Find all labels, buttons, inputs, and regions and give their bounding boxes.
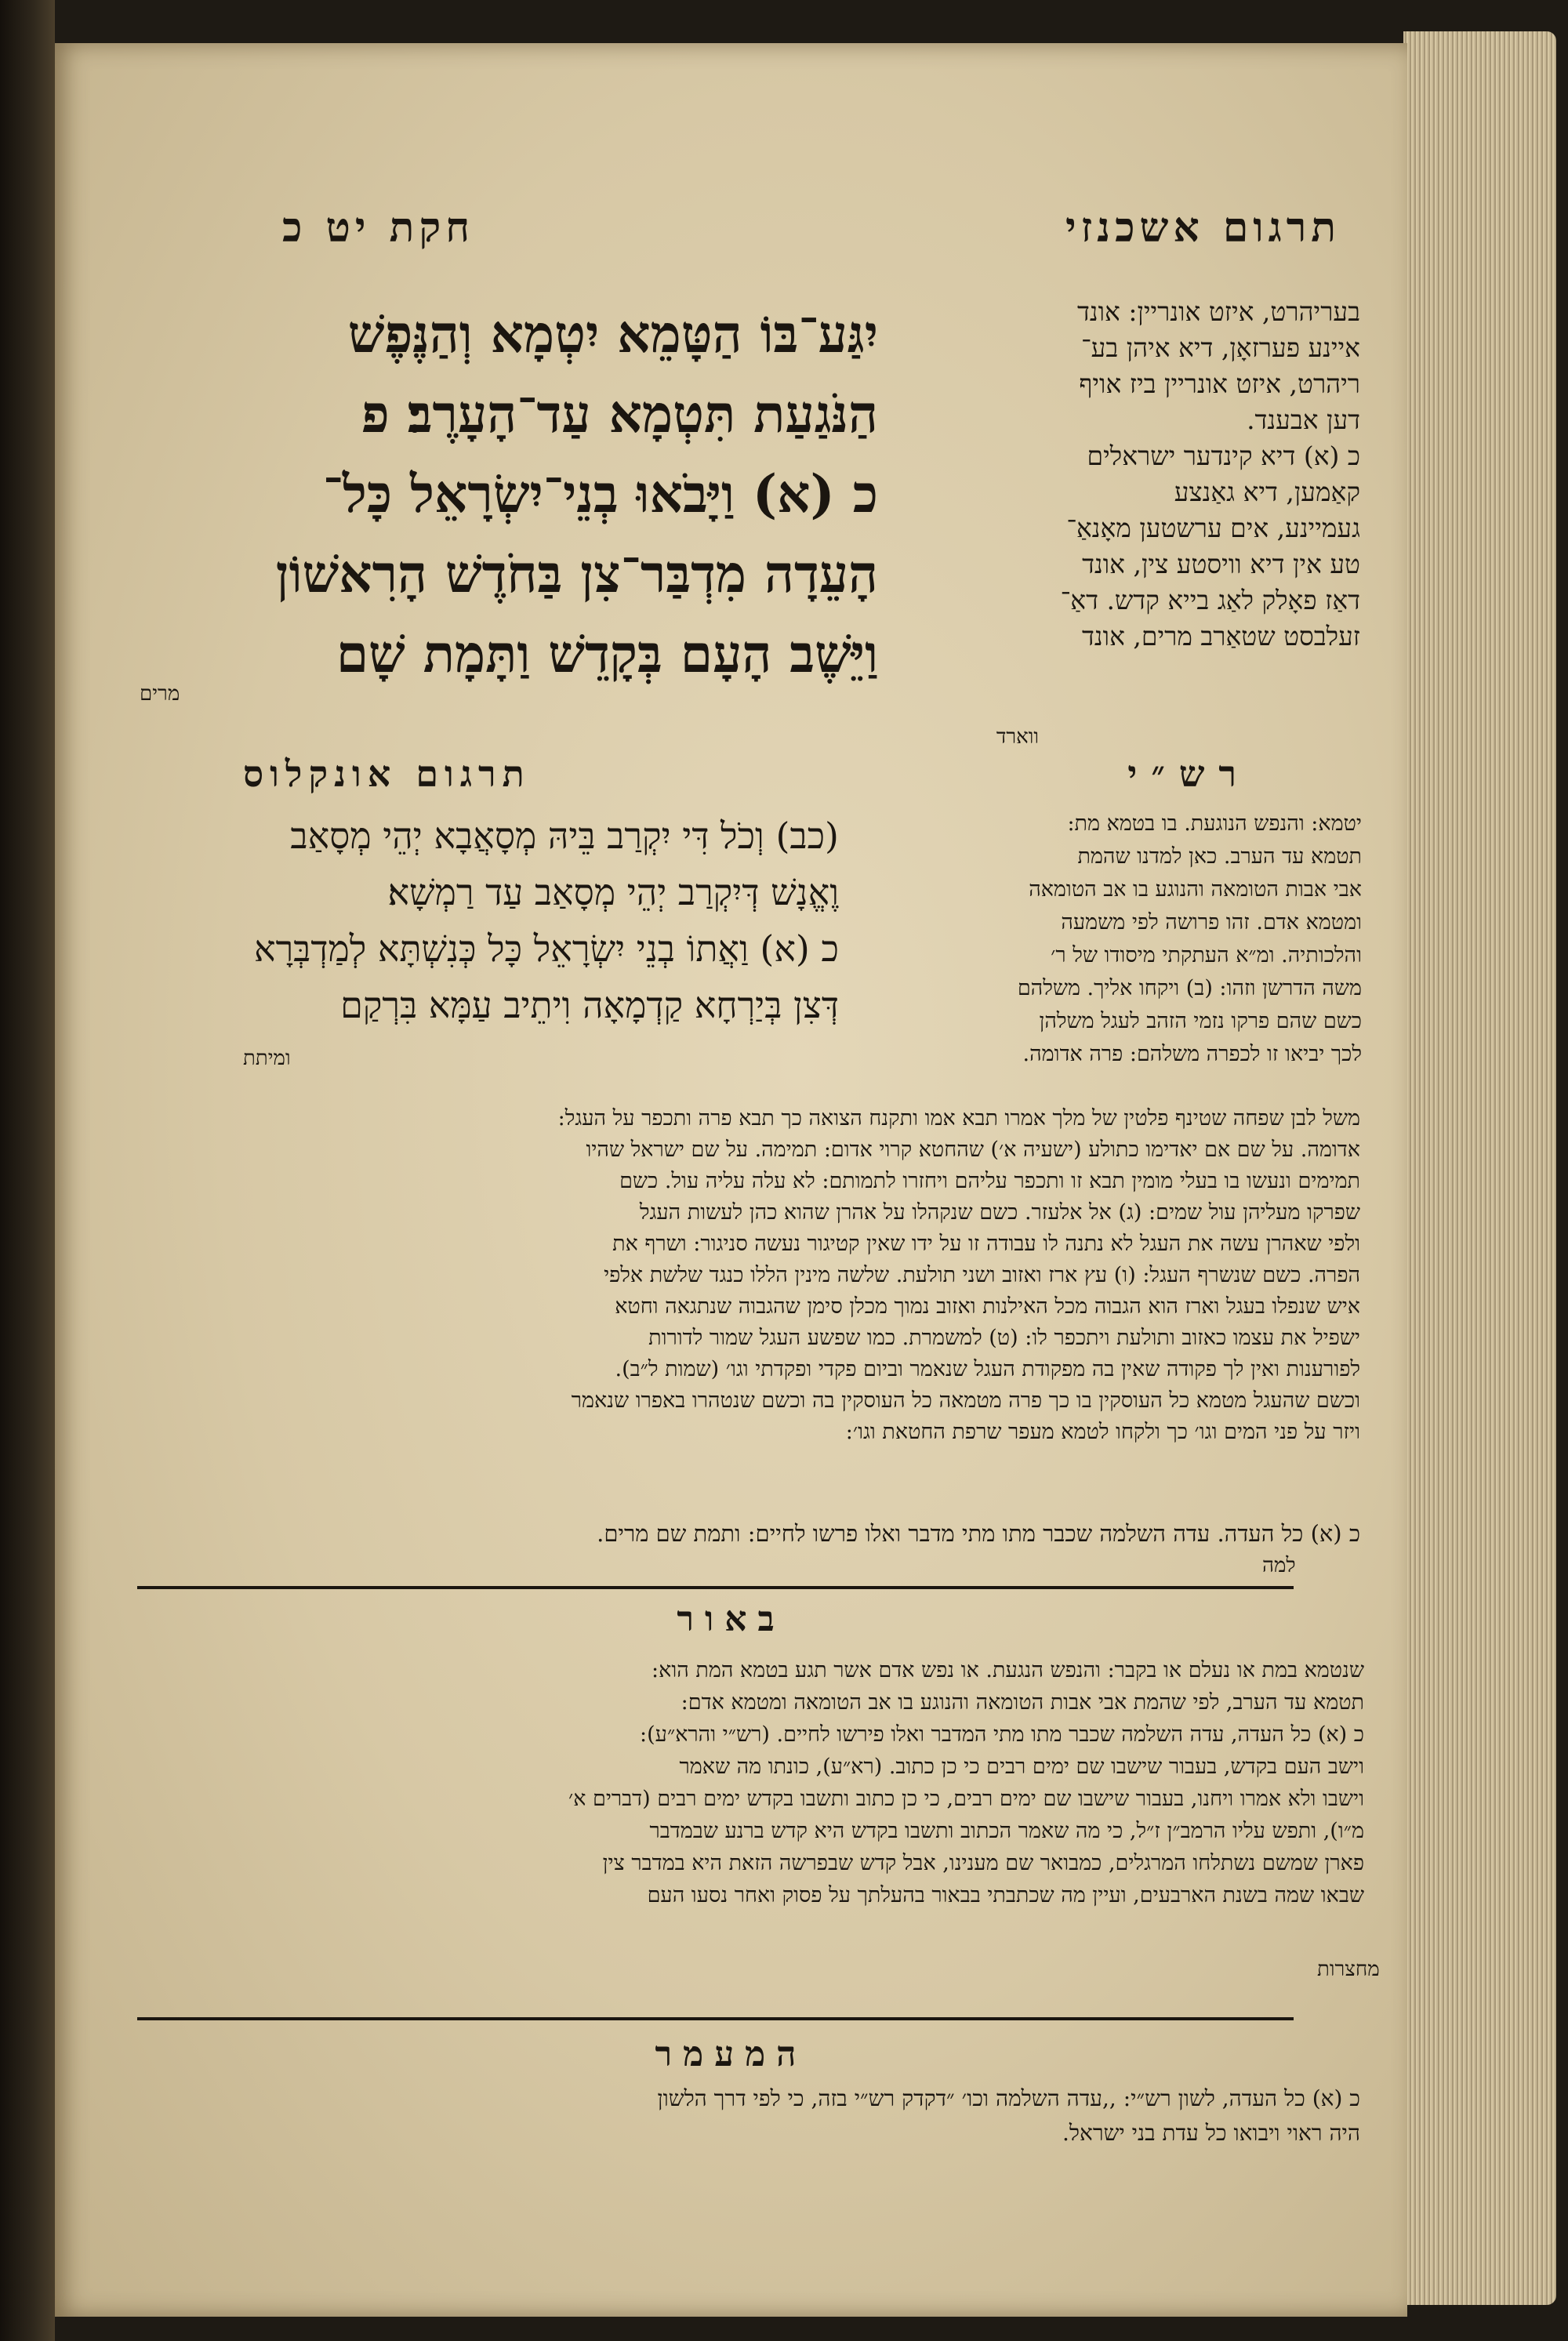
yiddish-catchword: ווארד: [996, 725, 1039, 749]
yiddish-line: איינע פערזאָן, דיא איהן בע־: [1081, 332, 1360, 363]
biur-line: שבאו שמה בשנת הארבעים, ועיין מה שכתבתי בבאור בהעלתך על פסוק ואחר נסעו העם: [647, 1883, 1364, 1907]
rashi-line: ולפי שאהרן עשה את העגל לא נתנה לו עבודה זו על ידו שאין קטיגור נעשה סניגור: ושרף את: [612, 1232, 1360, 1256]
onkelos-title: תרגום אונקלוס: [243, 753, 531, 795]
book-spine: [0, 0, 55, 2341]
onkelos-text-block: [110, 808, 839, 1033]
rashi-line: איש שנפלו בעגל וארז הוא הגבוה מכל האילנות ואזוב נמוך מכלן סימן שהגבוה שנתגאה וחטא: [615, 1294, 1360, 1319]
rashi-line: ויזר על פני המים וגו׳ כך ולקחו לטמא מעפר שרפת החטאת וגו׳:: [845, 1420, 1360, 1444]
biur-line: פארן שמשם נשתלחו המרגלים, כמבואר שם מענינו, אבל קדש שבפרשה הזאת היא במדבר צין: [602, 1851, 1364, 1875]
hebrew-catchword: מרים: [140, 682, 180, 706]
yiddish-line: בעריהרט, איזט אונריין: אונד: [1077, 296, 1360, 327]
rashi-line: יטמא: והנפש הנוגעת. בו בטמא מת:: [1067, 811, 1362, 836]
biur-line: וישב העם בקדש, בעבור שישבו שם ימים רבים כי כן כתוב. (רא״ע), כונתו מה שאמר: [679, 1755, 1364, 1779]
rashi-line: ישפיל את עצמו כאזוב ותולעת ויתכפר לו: (ט) למשמרת. כמו שפשע העגל שמור לדורות: [648, 1326, 1360, 1350]
rashi-catchword: למה: [1262, 1554, 1296, 1577]
yiddish-line: כ (א) דיא קינדער ישראלים: [1087, 441, 1360, 471]
section-divider: [137, 1586, 1294, 1589]
yiddish-translation-block: [992, 294, 1360, 655]
rashi-line: אדומה. על שם אם יאדימו כתולע (ישעיה א׳) שהחטא קרוי אדום: תמימה. על שם ישראל שהיו: [586, 1138, 1360, 1162]
yiddish-line: דען אבענד.: [1247, 405, 1360, 435]
rashi-line: משה הדרשן וזהו: (ב) ויקחו אליך. משלהם: [1017, 976, 1362, 1000]
rashi-side-block: [821, 808, 1362, 1071]
biur-line: מ״ו), ותפש עליו הרמב״ן ז״ל, כי מה שאמר הכתוב ותשבו בקדש היא קדש ברנע שבמדבר: [649, 1819, 1364, 1843]
yiddish-line: ריהרט, איזט אונריין ביז אויף: [1079, 368, 1360, 399]
section-divider: [137, 2017, 1294, 2020]
biur-line: וישבו ולא אמרו ויחנו, בעבור שישבו שם ימים רבים, כי כן כתוב ותשבו בקדש ימים רבים (דברים א׳: [568, 1787, 1364, 1811]
onkelos-catchword: ומיתת: [243, 1047, 291, 1070]
rashi-wide-block: [125, 1103, 1360, 1448]
rashi-line: הפרה. כשם שנשרף העגל: (ו) עץ ארז ואזוב ושני תולעת. שלשה מינין הללו כנגד שלשת אלפי: [604, 1263, 1360, 1287]
yiddish-line: זעלבסט שטאַרב מרים, אונד: [1082, 621, 1360, 651]
biur-line: תטמא עד הערב, לפי שהמת אבי אבות הטומאה והנוגע בו אב הטומאה ומטמא אדם:: [681, 1690, 1364, 1715]
yiddish-line: קאַמען, דיא גאַנצע: [1174, 477, 1360, 507]
biur-text-block: [133, 1654, 1364, 1911]
onkelos-line: (כב) וְכֹל דִּי יִקְרַב בֵּיהּ מְסָאֲבָא יְהֵי מְסָאַב: [290, 815, 839, 857]
rashi-title: רש״י: [1127, 753, 1250, 795]
biur-catchword: מחצרות: [1317, 1958, 1380, 1981]
rashi-line: משל לבן שפחה שטינף פלטין של מלך אמרו תבא אמו ותקנח הצואה כך תבא פרה ותכפר על העגל:: [557, 1106, 1360, 1131]
meamar-line: היה ראוי ויבואו כל עדת בני ישראל.: [1062, 2120, 1360, 2146]
meamar-text-block: [141, 2081, 1360, 2150]
biur-line: שנטמא במת או נעלם או בקבר: והנפש הנגעת. או נפש אדם אשר תגע בטמא המת הוא:: [652, 1658, 1364, 1682]
rashi-line: תמימים ונעשו בו בעלי מומין תבא זו ותכפר עליהם ויחזרו לתמותם: לא עלה עליה עול. כשם: [619, 1169, 1360, 1193]
book-page: [55, 43, 1407, 2317]
rashi-line: לכך יביאו זו לכפרה משלהם: פרה אדומה.: [1022, 1042, 1362, 1066]
hebrew-line: יִגַּע־בּוֹ הַטָּמֵא יִטְמָא וְהַנֶּפֶשׁ: [347, 303, 878, 365]
hebrew-line: כ (א) וַיָּבֹאוּ בְנֵי־יִשְׂרָאֵל כָּל־: [322, 463, 878, 524]
meamar-title: המעמר: [655, 2034, 808, 2074]
onkelos-line: וֶאֱנָשׁ דְּיִקְרַב יְהֵי מְסָאַב עַד רַמְשָׁא׃: [387, 871, 839, 913]
page-header-right: תרגום אשכנזי: [1065, 204, 1341, 252]
biur-title: באור: [677, 1599, 786, 1639]
rashi-line: שפרקו מעליהן עול שמים: (ג) אל אלעזר. כשם שנקהלו על אהרן שהוא כהן לעשות העגל: [639, 1200, 1360, 1225]
onkelos-line: דְּצִן בְּיַרְחָא קַדְמָאָה וִיתֵיב עַמָּא בִּרְקַם: [340, 984, 839, 1026]
rashi-line: לפורענות ואין לך פקודה שאין בה מפקודת העגל שנאמר וביום פקדי ופקדתי וגו׳ (שמות ל״ב).: [615, 1357, 1360, 1381]
rashi-line: אבי אבות הטומאה והנוגע בו אב הטומאה: [1029, 877, 1362, 902]
rashi-line: ומטמא אדם. זהו פרושה לפי משמעה: [1061, 910, 1362, 935]
rashi-line: וכשם שהעגל מטמא כל העוסקין בו כך פרה מטמאה כל העוסקין בה וכשם שנטהרו באפרו שנאמר: [571, 1388, 1360, 1413]
yiddish-line: געמיינע, אים ערשטען מאָנאַ־: [1066, 513, 1360, 543]
rashi-line: כשם שהם פרקו נזמי הזהב לעגל משלהן: [1039, 1009, 1362, 1033]
hebrew-text-block: [110, 294, 878, 694]
hebrew-line: וַיֵּשֶׁב הָעָם בְּקָדֵשׁ וַתָּמָת שָׁם: [336, 623, 878, 684]
biur-line: כ (א) כל העדה, עדה השלמה שכבר מתו מתי המדבר ואלו פירשו לחיים. (רש״י והרא״ע):: [640, 1722, 1364, 1747]
page-header-left: חקת יט כ: [282, 204, 474, 252]
hebrew-line: הָעֵדָה מִדְבַּר־צִן בַּחֹדֶשׁ הָרִאשׁוֹן: [275, 543, 878, 604]
rashi-line: והלכותיה. ומ״א העתקתי מיסודו של ר׳: [1051, 943, 1362, 967]
rashi-line: תטמא עד הערב. כאן למדנו שהמת: [1077, 844, 1362, 869]
page-edges: [1403, 31, 1556, 2305]
yiddish-line: דאַז פאָלק לאַג בייא קדש. דאַ־: [1060, 585, 1360, 615]
meamar-line: כ (א) כל העדה, לשון רש״י: ,,עדה השלמה וכו׳ ״דקדק רש״י בזה, כי לפי דרך הלשון: [657, 2085, 1360, 2111]
onkelos-line: כ (א) וַאֲתוֹ בְנֵי יִשְׂרָאֵל כָּל כְּנִשְׁתָּא לְמַדְבְּרָא: [253, 927, 839, 970]
hebrew-line: הַנֹּגַעַת תִּטְמָא עַד־הָעָרֶב׃ פ: [361, 383, 878, 445]
yiddish-line: טע אין דיא וויסטע צין, אונד: [1082, 549, 1360, 579]
rashi-continuation: כ (א) כל העדה. עדה השלמה שכבר מתו מתי מדבר ואלו פרשו לחיים: ותמת שם מרים.: [597, 1520, 1360, 1547]
